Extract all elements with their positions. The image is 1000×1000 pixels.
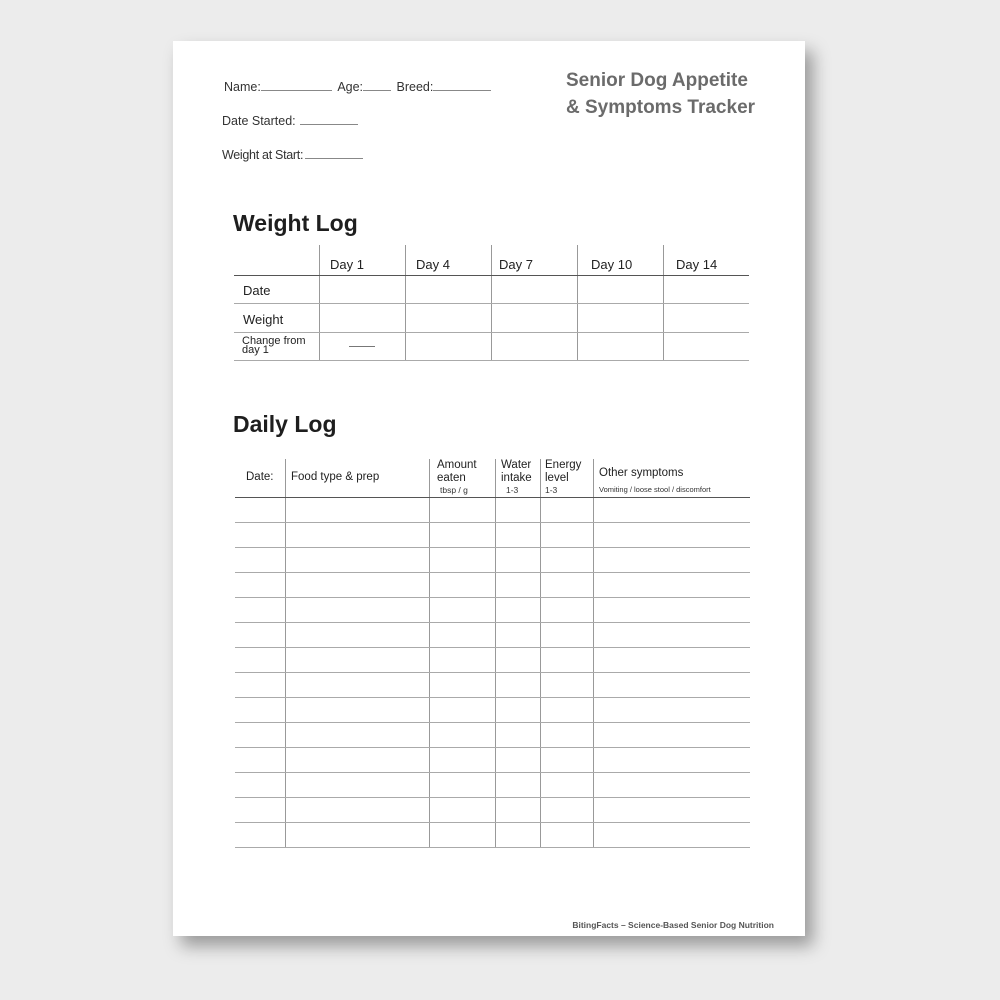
dl-col-amount-sub: tbsp / g	[440, 485, 468, 495]
title-line-2: & Symptoms Tracker	[566, 97, 756, 118]
dl-row-rule	[235, 797, 750, 798]
wt-col-day10: Day 10	[591, 257, 633, 272]
dl-col-water-sub: 1-3	[506, 485, 519, 495]
name-blank[interactable]	[261, 78, 332, 91]
wt-col-day1: Day 1	[330, 257, 364, 272]
wt-row-rule	[234, 303, 749, 304]
weight-start-label: Weight at Start:	[222, 148, 304, 162]
dl-row-rule	[235, 822, 750, 823]
weight-log-heading: Weight Log	[233, 210, 358, 236]
breed-blank[interactable]	[433, 78, 491, 91]
dl-col-energy: Energy level	[545, 459, 582, 484]
dl-col-amount: Amount eaten	[437, 459, 477, 484]
weight-log-table	[234, 245, 749, 361]
dl-row-rule	[235, 622, 750, 623]
age-blank[interactable]	[363, 78, 391, 91]
age-label: Age:	[337, 80, 364, 94]
dl-row-rule	[235, 597, 750, 598]
wt-row-weight: Weight	[243, 312, 284, 327]
dl-header-rule	[235, 497, 750, 498]
wt-col-day4: Day 4	[416, 257, 450, 272]
dl-row-rule	[235, 672, 750, 673]
dl-row-rule	[235, 697, 750, 698]
dl-col-divider	[285, 459, 286, 848]
date-started-blank[interactable]	[300, 112, 358, 125]
dl-col-divider	[540, 459, 541, 848]
dl-col-divider	[429, 459, 430, 848]
dl-row-rule	[235, 772, 750, 773]
dl-row-rule	[235, 547, 750, 548]
tracker-sheet	[173, 41, 805, 936]
daily-log-table	[235, 459, 750, 849]
dl-row-rule	[235, 647, 750, 648]
wt-row-date: Date	[243, 283, 271, 298]
dl-col-symptoms-sub: Vomiting / loose stool / discomfort	[599, 485, 711, 494]
daily-log-heading: Daily Log	[233, 411, 337, 437]
wt-row-change: Change from day 1	[242, 335, 306, 356]
wt-row-rule	[234, 332, 749, 333]
page-title	[566, 67, 796, 121]
dl-col-energy-sub: 1-3	[545, 485, 558, 495]
name-label: Name:	[224, 80, 261, 94]
wt-header-rule	[234, 275, 749, 276]
date-started-label: Date Started:	[222, 114, 296, 128]
dl-col-food: Food type & prep	[291, 471, 380, 483]
date-started-field	[222, 112, 358, 128]
dl-row-rule	[235, 522, 750, 523]
footer-credit: BitingFacts – Science-Based Senior Dog Nutrition	[572, 920, 774, 930]
dl-row-rule	[235, 847, 750, 848]
wt-col-day7: Day 7	[499, 257, 533, 272]
dl-row-rule	[235, 572, 750, 573]
dl-col-water: Water intake	[501, 459, 532, 484]
dl-col-date: Date:	[246, 471, 274, 483]
not-applicable-dash	[349, 346, 375, 347]
dl-col-divider	[593, 459, 594, 848]
dl-col-divider	[495, 459, 496, 848]
breed-label: Breed:	[396, 80, 434, 94]
title-line-1: Senior Dog Appetite	[566, 70, 748, 91]
weight-start-blank[interactable]	[305, 146, 363, 159]
wt-row-rule	[234, 360, 749, 361]
wt-col-day14: Day 14	[676, 257, 718, 272]
dl-col-symptoms: Other symptoms	[599, 467, 684, 479]
weight-start-field	[222, 146, 363, 162]
dl-row-rule	[235, 722, 750, 723]
dl-row-rule	[235, 747, 750, 748]
name-field	[224, 78, 491, 94]
